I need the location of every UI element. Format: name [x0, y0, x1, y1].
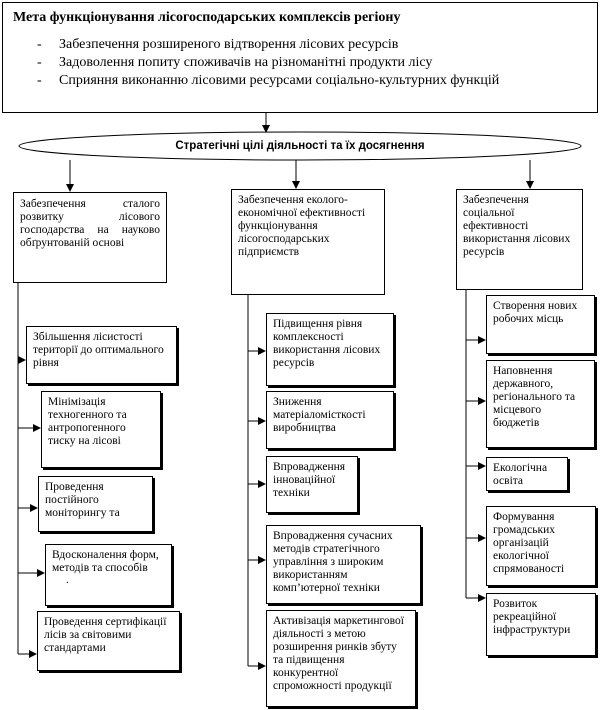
column-3-heading: Забезпечення соціальної ефективності використання лісових ресурсів: [456, 189, 583, 290]
column-1-item-5: Проведення сертифікації лісів за світовими стандартами: [37, 611, 180, 671]
column-2-heading: Забезпечення еколого-економічної ефективності функціонування лісогосподарських підприємств: [231, 189, 385, 295]
column-3-item-4: Формування громадських організацій екологічної спрямованості: [486, 506, 596, 586]
column-2-item-1: Підвищення рівня комплексності використання лісових ресурсів: [266, 313, 394, 386]
strategic-goals-label: Стратегічні цілі діяльності та їх досягнення: [175, 140, 425, 152]
stray-mark: .: [66, 574, 69, 586]
goal-bullet: -: [37, 37, 42, 52]
goal-bullet: -: [37, 73, 42, 88]
column-3-item-3: Екологічна освіта: [486, 457, 568, 491]
goal-item-text: Забезпечення розширеного відтворення лісових ресурсів: [59, 37, 399, 52]
goal-item: [13, 54, 587, 72]
column-1-item-1: Збільшення лісистості території до оптимального рівня: [26, 326, 177, 384]
goal-box: [2, 2, 598, 113]
goal-bullet: -: [37, 55, 42, 70]
goal-item: [13, 36, 587, 54]
column-1-item-4-text: Вдосконалення форм, методів та способів: [52, 549, 159, 574]
column-1-heading: Забезпечення сталого розвитку лісового господарства на науково обґрунтованій основі: [13, 192, 167, 283]
column-1-item-4: [45, 544, 172, 606]
column-2-item-4: Впровадження сучасних методів стратегічного управління з широким використанням комп’ютерної техніки: [266, 525, 421, 604]
column-2-item-5: Активізація маркетингової діяльності з метою розширення ринків збуту та підвищення конкурентної спроможності продукції: [266, 610, 416, 707]
goal-title: Мета функціонування лісогосподарських комплексів регіону: [13, 10, 401, 25]
column-1-item-2: Мінімізація техногенного та антропогенного тиску на лісові: [41, 391, 161, 468]
column-3-item-5: Розвиток рекреаційної інфраструктури: [486, 593, 596, 656]
column-2-item-3: Впровадження інноваційної техніки: [266, 456, 358, 513]
column-2-item-2: Зниження матеріаломісткості виробництва: [266, 391, 394, 449]
goal-list: [13, 36, 587, 90]
column-1-item-3: Проведення постійного моніторингу та: [38, 476, 153, 532]
goal-item: [13, 72, 587, 90]
column-3-item-2: Наповнення державного, регіонального та місцевого бюджетів: [486, 360, 595, 448]
column-3-item-1: Створення нових робочих місць: [486, 295, 595, 354]
goal-item-text: Сприяння виконанню лісовими ресурсами соціально-культурних функцій: [59, 73, 500, 88]
goal-item-text: Задоволення попиту споживачів на різноманітні продукти лісу: [59, 55, 433, 70]
